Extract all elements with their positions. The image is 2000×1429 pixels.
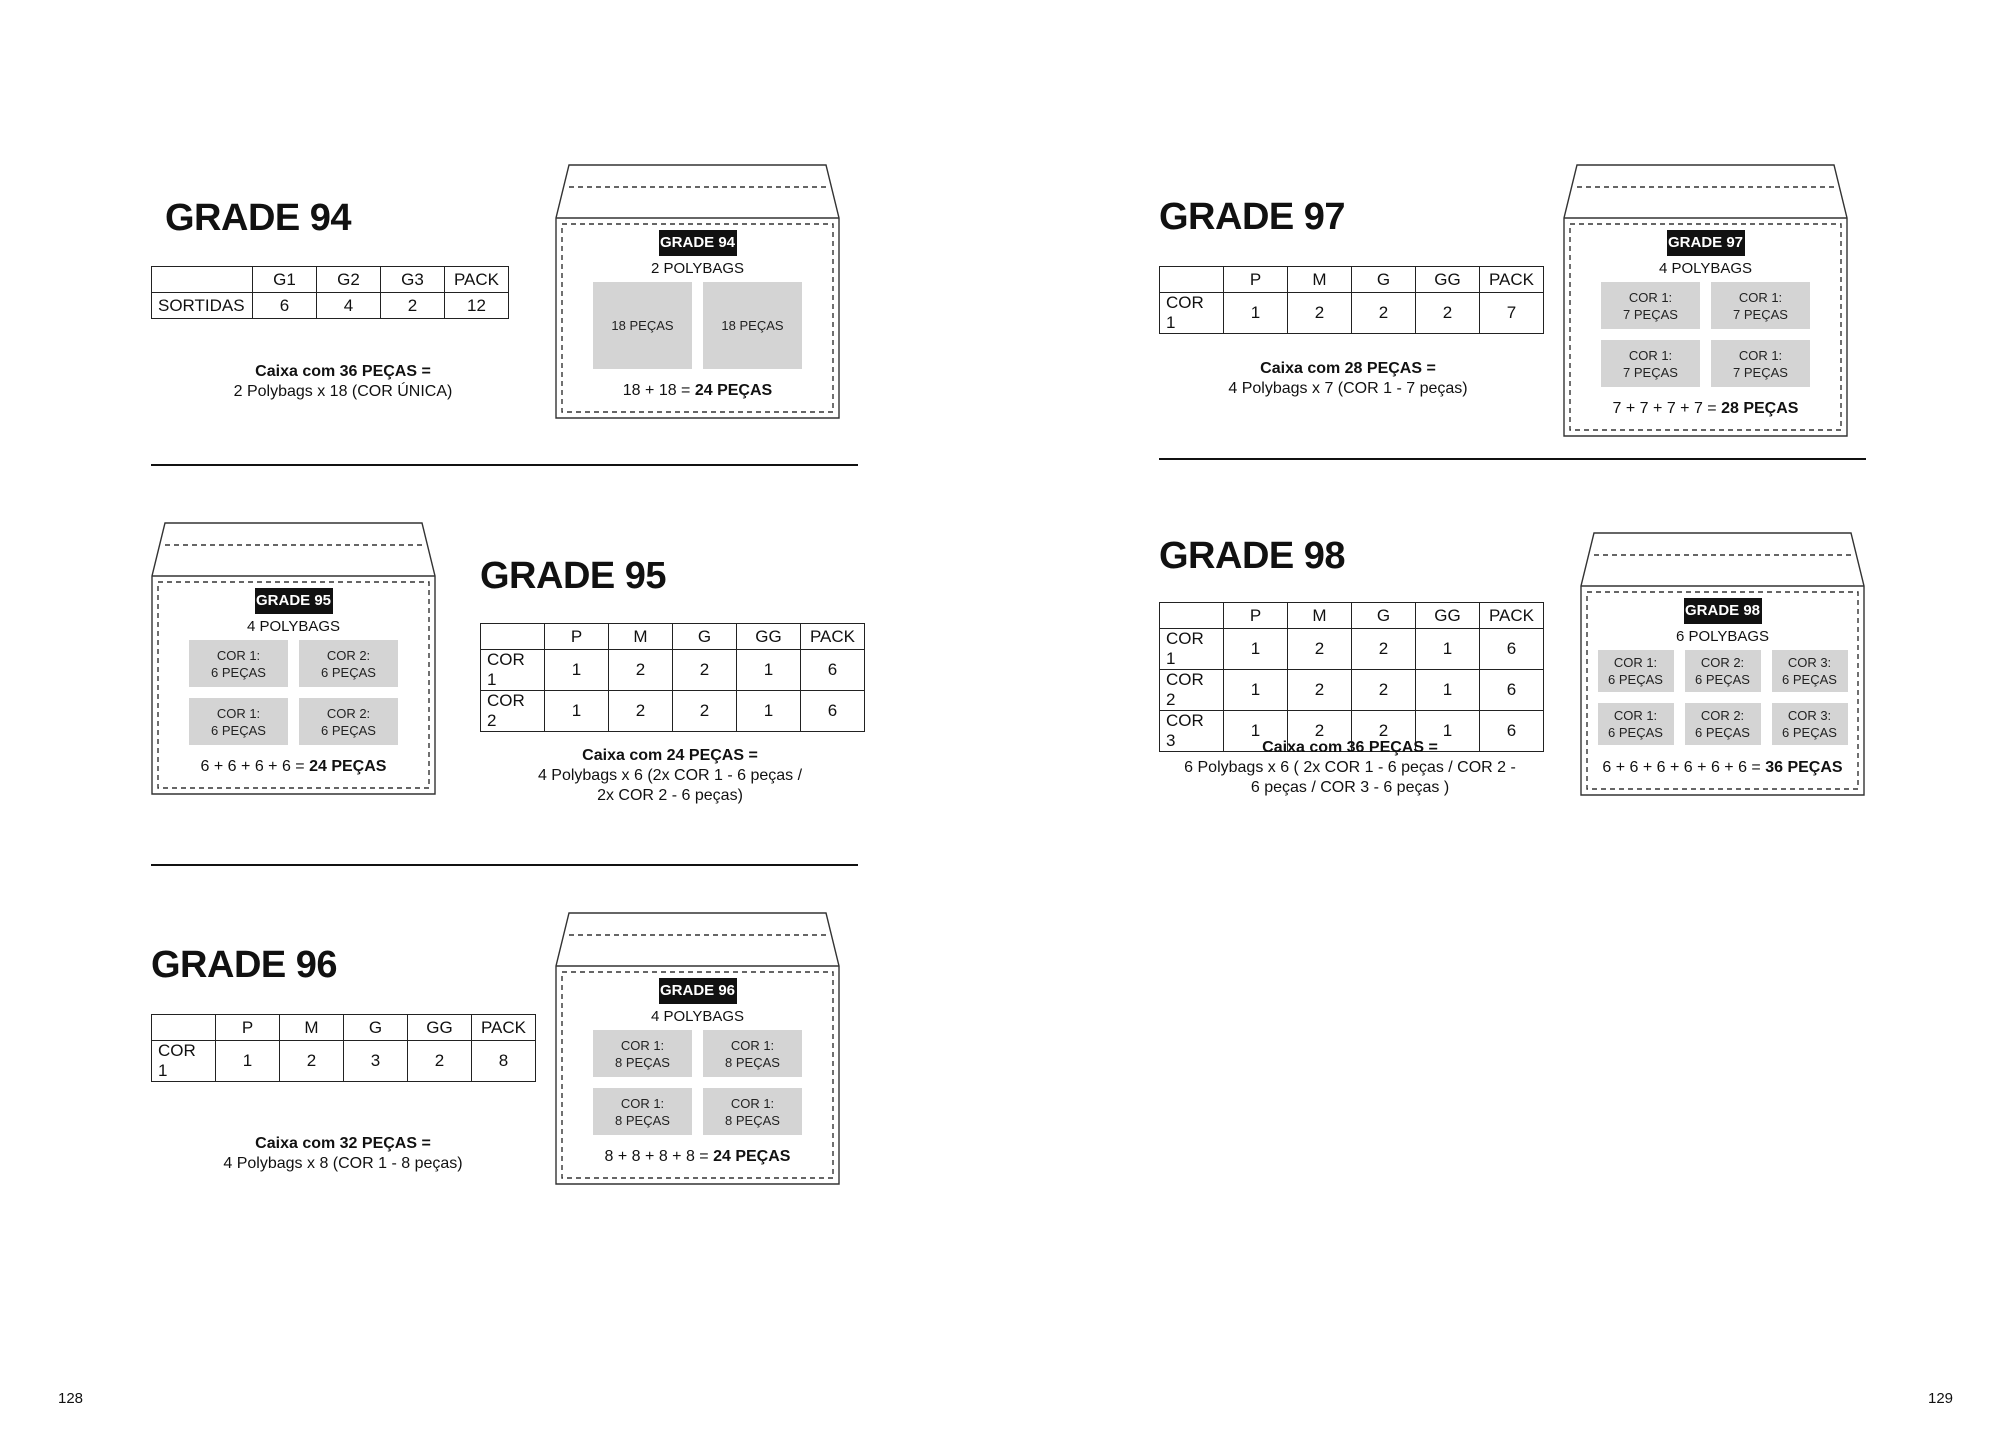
table-header-cell: M xyxy=(1288,267,1352,293)
polybag-label: 6 PEÇAS xyxy=(1695,672,1750,687)
table-cell: 7 xyxy=(1480,293,1544,334)
caption-line: 2x COR 2 - 6 peças) xyxy=(597,787,743,804)
box-sum-prefix: 6 + 6 + 6 + 6 = xyxy=(200,758,310,775)
box-badge: GRADE 94 xyxy=(659,230,737,256)
grade-96-title: GRADE 96 xyxy=(151,944,338,986)
polybag xyxy=(1711,282,1810,329)
polybag-label: 6 PEÇAS xyxy=(321,664,376,680)
caption-bold: Caixa com 28 PEÇAS = xyxy=(1260,360,1436,377)
table-header-cell: P xyxy=(545,624,609,650)
grade-95-table xyxy=(480,623,865,732)
caption-bold: Caixa com 32 PEÇAS = xyxy=(255,1135,431,1152)
table-cell: 1 xyxy=(1416,711,1480,752)
caption-bold: Caixa com 36 PEÇAS = xyxy=(255,363,431,380)
box-subtitle: 4 POLYBAGS xyxy=(246,618,341,635)
table-header-cell: GG xyxy=(1416,603,1480,629)
caption-line: 6 Polybags x 6 ( 2x COR 1 - 6 peças / COR 2 - xyxy=(1184,759,1516,776)
table-header-cell: M xyxy=(280,1015,344,1041)
box-sum-total: 24 PEÇAS xyxy=(694,382,773,399)
table-header-cell: P xyxy=(1224,267,1288,293)
table-cell: 1 xyxy=(545,691,609,732)
grade-98-box-diagram xyxy=(1580,531,1865,796)
polybag-label: COR 2: xyxy=(326,647,371,663)
box-subtitle: 6 POLYBAGS xyxy=(1675,628,1770,645)
polybag xyxy=(299,698,398,745)
table-header-cell: PACK xyxy=(1480,267,1544,293)
table-cell: 2 xyxy=(1416,293,1480,334)
table-cell: 2 xyxy=(673,691,737,732)
table-cell: 2 xyxy=(408,1041,472,1082)
table-cell: COR 2 xyxy=(1160,670,1224,711)
box-sum-total: 28 PEÇAS xyxy=(1721,400,1799,417)
table-cell: 1 xyxy=(1224,629,1288,670)
caption-line: 2 Polybags x 18 (COR ÚNICA) xyxy=(233,383,453,400)
polybag-label: COR 2: xyxy=(1700,655,1745,670)
table-cell: 1 xyxy=(1224,293,1288,334)
box-sum-total: 24 PEÇAS xyxy=(713,1148,791,1165)
polybag-label: COR 1: xyxy=(216,705,261,721)
table-cell: SORTIDAS xyxy=(152,293,253,319)
polybag-label: 6 PEÇAS xyxy=(321,722,376,738)
table-cell: 2 xyxy=(280,1041,344,1082)
divider xyxy=(1159,458,1866,460)
polybag-label: 8 PEÇAS xyxy=(725,1054,780,1070)
table-header-cell: GG xyxy=(737,624,801,650)
table-cell: 8 xyxy=(472,1041,536,1082)
table-header-cell: G xyxy=(1352,267,1416,293)
table-cell: COR 3 xyxy=(1160,711,1224,752)
box-badge: GRADE 97 xyxy=(1667,230,1745,256)
table-cell: 2 xyxy=(1288,293,1352,334)
grade-95-box-diagram xyxy=(151,521,436,795)
table-cell: 12 xyxy=(445,293,509,319)
table-header-cell: P xyxy=(1224,603,1288,629)
grade-94-table xyxy=(151,266,509,319)
page-number-left: 128 xyxy=(58,1390,84,1407)
polybag-label: COR 3: xyxy=(1787,655,1832,670)
polybag xyxy=(1711,340,1810,387)
table-row xyxy=(1160,293,1544,334)
table-row xyxy=(152,1041,536,1082)
table-header-row xyxy=(1160,267,1544,293)
polybag-label: 7 PEÇAS xyxy=(1623,306,1678,322)
caption-line: 4 Polybags x 8 (COR 1 - 8 peças) xyxy=(223,1155,463,1172)
table-cell: 1 xyxy=(1416,629,1480,670)
box-subtitle: 2 POLYBAGS xyxy=(650,260,745,277)
table-cell: 2 xyxy=(1288,629,1352,670)
table-header-cell xyxy=(1160,603,1224,629)
grade-96-table xyxy=(151,1014,536,1082)
table-cell: 1 xyxy=(216,1041,280,1082)
grade-98-table xyxy=(1159,602,1544,752)
table-cell: COR 2 xyxy=(481,691,545,732)
polybag xyxy=(1772,703,1848,745)
box-sum xyxy=(1563,400,1848,418)
box-sum xyxy=(555,1148,840,1166)
polybag xyxy=(593,1030,692,1077)
table-cell: 2 xyxy=(1352,293,1416,334)
box-badge: GRADE 96 xyxy=(659,978,737,1004)
grade-96-caption xyxy=(183,1134,503,1174)
table-header-row xyxy=(1160,603,1544,629)
box-sum xyxy=(555,382,840,400)
polybag xyxy=(703,1088,802,1135)
box-sum-total: 24 PEÇAS xyxy=(309,758,387,775)
polybag-label: 6 PEÇAS xyxy=(1608,725,1663,740)
grade-94-caption xyxy=(183,362,503,402)
polybag xyxy=(1772,650,1848,692)
table-header-cell: PACK xyxy=(1480,603,1544,629)
table-header-cell xyxy=(152,267,253,293)
table-header-cell: G xyxy=(673,624,737,650)
polybag-label: COR 1: xyxy=(1738,289,1783,305)
box-sum-total: 36 PEÇAS xyxy=(1765,759,1843,776)
polybag-label: COR 1: xyxy=(620,1037,665,1053)
table-header-cell: G xyxy=(344,1015,408,1041)
polybag xyxy=(1685,650,1761,692)
polybag-label: 6 PEÇAS xyxy=(1782,672,1837,687)
box-badge: GRADE 95 xyxy=(255,588,333,614)
polybag-label: 6 PEÇAS xyxy=(211,722,266,738)
table-header-cell: G1 xyxy=(253,267,317,293)
polybag-label: 8 PEÇAS xyxy=(615,1054,670,1070)
caption-line: 4 Polybags x 6 (2x COR 1 - 6 peças / xyxy=(537,767,803,784)
grade-94-title: GRADE 94 xyxy=(165,197,352,239)
table-cell: COR 1 xyxy=(1160,629,1224,670)
table-header-cell: M xyxy=(1288,603,1352,629)
table-cell: 2 xyxy=(1352,711,1416,752)
table-cell: 6 xyxy=(801,650,865,691)
polybag-label: 7 PEÇAS xyxy=(1733,306,1788,322)
caption-line: 6 peças / COR 3 - 6 peças ) xyxy=(1250,779,1450,796)
polybag-label: COR 1: xyxy=(1628,347,1673,363)
table-cell: 1 xyxy=(1224,670,1288,711)
box-subtitle: 4 POLYBAGS xyxy=(1658,260,1753,277)
table-cell: 6 xyxy=(1480,670,1544,711)
polybag-label: 6 PEÇAS xyxy=(1782,725,1837,740)
caption-line: 4 Polybags x 7 (COR 1 - 7 peças) xyxy=(1228,380,1468,397)
table-header-cell: GG xyxy=(1416,267,1480,293)
polybag-label: 8 PEÇAS xyxy=(615,1112,670,1128)
grade-98-title: GRADE 98 xyxy=(1159,535,1346,577)
table-header-cell: G2 xyxy=(317,267,381,293)
grade-95-caption xyxy=(510,746,830,806)
table-cell: 2 xyxy=(1288,670,1352,711)
table-header-cell: GG xyxy=(408,1015,472,1041)
polybag xyxy=(593,1088,692,1135)
polybag-label: 18 PEÇAS xyxy=(611,318,674,333)
grade-96-box-diagram xyxy=(555,911,840,1185)
table-header-row xyxy=(152,1015,536,1041)
grade-97-table xyxy=(1159,266,1544,334)
divider xyxy=(151,864,858,866)
grade-97-box-diagram xyxy=(1563,163,1848,437)
box-subtitle: 4 POLYBAGS xyxy=(650,1008,745,1025)
polybag-label: COR 1: xyxy=(620,1095,665,1111)
polybag-label: COR 1: xyxy=(1628,289,1673,305)
polybag-label: 6 PEÇAS xyxy=(211,664,266,680)
table-header-cell xyxy=(1160,267,1224,293)
box-sum-prefix: 6 + 6 + 6 + 6 + 6 + 6 = xyxy=(1602,759,1766,776)
table-cell: 1 xyxy=(737,650,801,691)
page-number-right: 129 xyxy=(1928,1390,1954,1407)
box-sum xyxy=(151,758,436,776)
polybag-label: COR 2: xyxy=(326,705,371,721)
polybag xyxy=(189,698,288,745)
table-cell: COR 1 xyxy=(481,650,545,691)
grade-97-title: GRADE 97 xyxy=(1159,196,1346,238)
grade-97-caption xyxy=(1188,359,1508,399)
table-cell: 2 xyxy=(609,650,673,691)
polybag-label: COR 1: xyxy=(1613,708,1658,723)
table-header-row xyxy=(481,624,865,650)
table-cell: 2 xyxy=(381,293,445,319)
polybag-label: 6 PEÇAS xyxy=(1695,725,1750,740)
table-cell: COR 1 xyxy=(152,1041,216,1082)
polybag xyxy=(703,1030,802,1077)
polybag xyxy=(1601,282,1700,329)
table-header-cell: G xyxy=(1352,603,1416,629)
table-header-cell: PACK xyxy=(801,624,865,650)
box-sum-prefix: 7 + 7 + 7 + 7 = xyxy=(1612,400,1722,417)
polybag-label: COR 2: xyxy=(1700,708,1745,723)
box-badge: GRADE 98 xyxy=(1684,598,1762,624)
table-row xyxy=(481,650,865,691)
polybag xyxy=(593,282,692,369)
polybag-label: 7 PEÇAS xyxy=(1733,364,1788,380)
divider xyxy=(151,464,858,466)
polybag xyxy=(1685,703,1761,745)
table-cell: 1 xyxy=(1224,711,1288,752)
table-header-cell xyxy=(152,1015,216,1041)
grade-94-box-diagram xyxy=(555,163,840,419)
table-cell: 1 xyxy=(545,650,609,691)
table-cell: 1 xyxy=(1416,670,1480,711)
table-cell: COR 1 xyxy=(1160,293,1224,334)
table-cell: 2 xyxy=(609,691,673,732)
grade-98-caption xyxy=(1170,738,1530,798)
grade-95-title: GRADE 95 xyxy=(480,555,667,597)
table-header-cell xyxy=(481,624,545,650)
polybag xyxy=(703,282,802,369)
box-sum xyxy=(1580,759,1865,777)
polybag xyxy=(1601,340,1700,387)
polybag-label: COR 1: xyxy=(216,647,261,663)
table-cell: 3 xyxy=(344,1041,408,1082)
caption-bold: Caixa com 36 PEÇAS = xyxy=(1262,739,1438,756)
table-cell: 4 xyxy=(317,293,381,319)
polybag-label: 6 PEÇAS xyxy=(1608,672,1663,687)
polybag-label: COR 1: xyxy=(730,1095,775,1111)
table-row xyxy=(152,293,509,319)
table-cell: 2 xyxy=(1352,629,1416,670)
table-header-cell: PACK xyxy=(472,1015,536,1041)
table-cell: 2 xyxy=(1352,670,1416,711)
table-cell: 6 xyxy=(801,691,865,732)
table-row xyxy=(481,691,865,732)
table-cell: 6 xyxy=(1480,629,1544,670)
polybag-label: 7 PEÇAS xyxy=(1623,364,1678,380)
polybag xyxy=(189,640,288,687)
table-header-cell: PACK xyxy=(445,267,509,293)
table-header-cell: G3 xyxy=(381,267,445,293)
table-cell: 1 xyxy=(737,691,801,732)
box-sum-prefix: 18 + 18 = xyxy=(622,382,695,399)
table-cell: 6 xyxy=(1480,711,1544,752)
polybag-label: 18 PEÇAS xyxy=(721,318,784,333)
polybag xyxy=(1598,703,1674,745)
polybag-label: COR 3: xyxy=(1787,708,1832,723)
polybag xyxy=(299,640,398,687)
polybag xyxy=(1598,650,1674,692)
polybag-label: COR 1: xyxy=(1738,347,1783,363)
table-header-row xyxy=(152,267,509,293)
table-cell: 2 xyxy=(673,650,737,691)
box-sum-prefix: 8 + 8 + 8 + 8 = xyxy=(604,1148,714,1165)
table-header-cell: M xyxy=(609,624,673,650)
polybag-label: COR 1: xyxy=(730,1037,775,1053)
polybag-label: 8 PEÇAS xyxy=(725,1112,780,1128)
caption-bold: Caixa com 24 PEÇAS = xyxy=(582,747,758,764)
table-row xyxy=(1160,670,1544,711)
polybag-label: COR 1: xyxy=(1613,655,1658,670)
table-cell: 2 xyxy=(1288,711,1352,752)
table-cell: 6 xyxy=(253,293,317,319)
table-row xyxy=(1160,629,1544,670)
table-header-cell: P xyxy=(216,1015,280,1041)
